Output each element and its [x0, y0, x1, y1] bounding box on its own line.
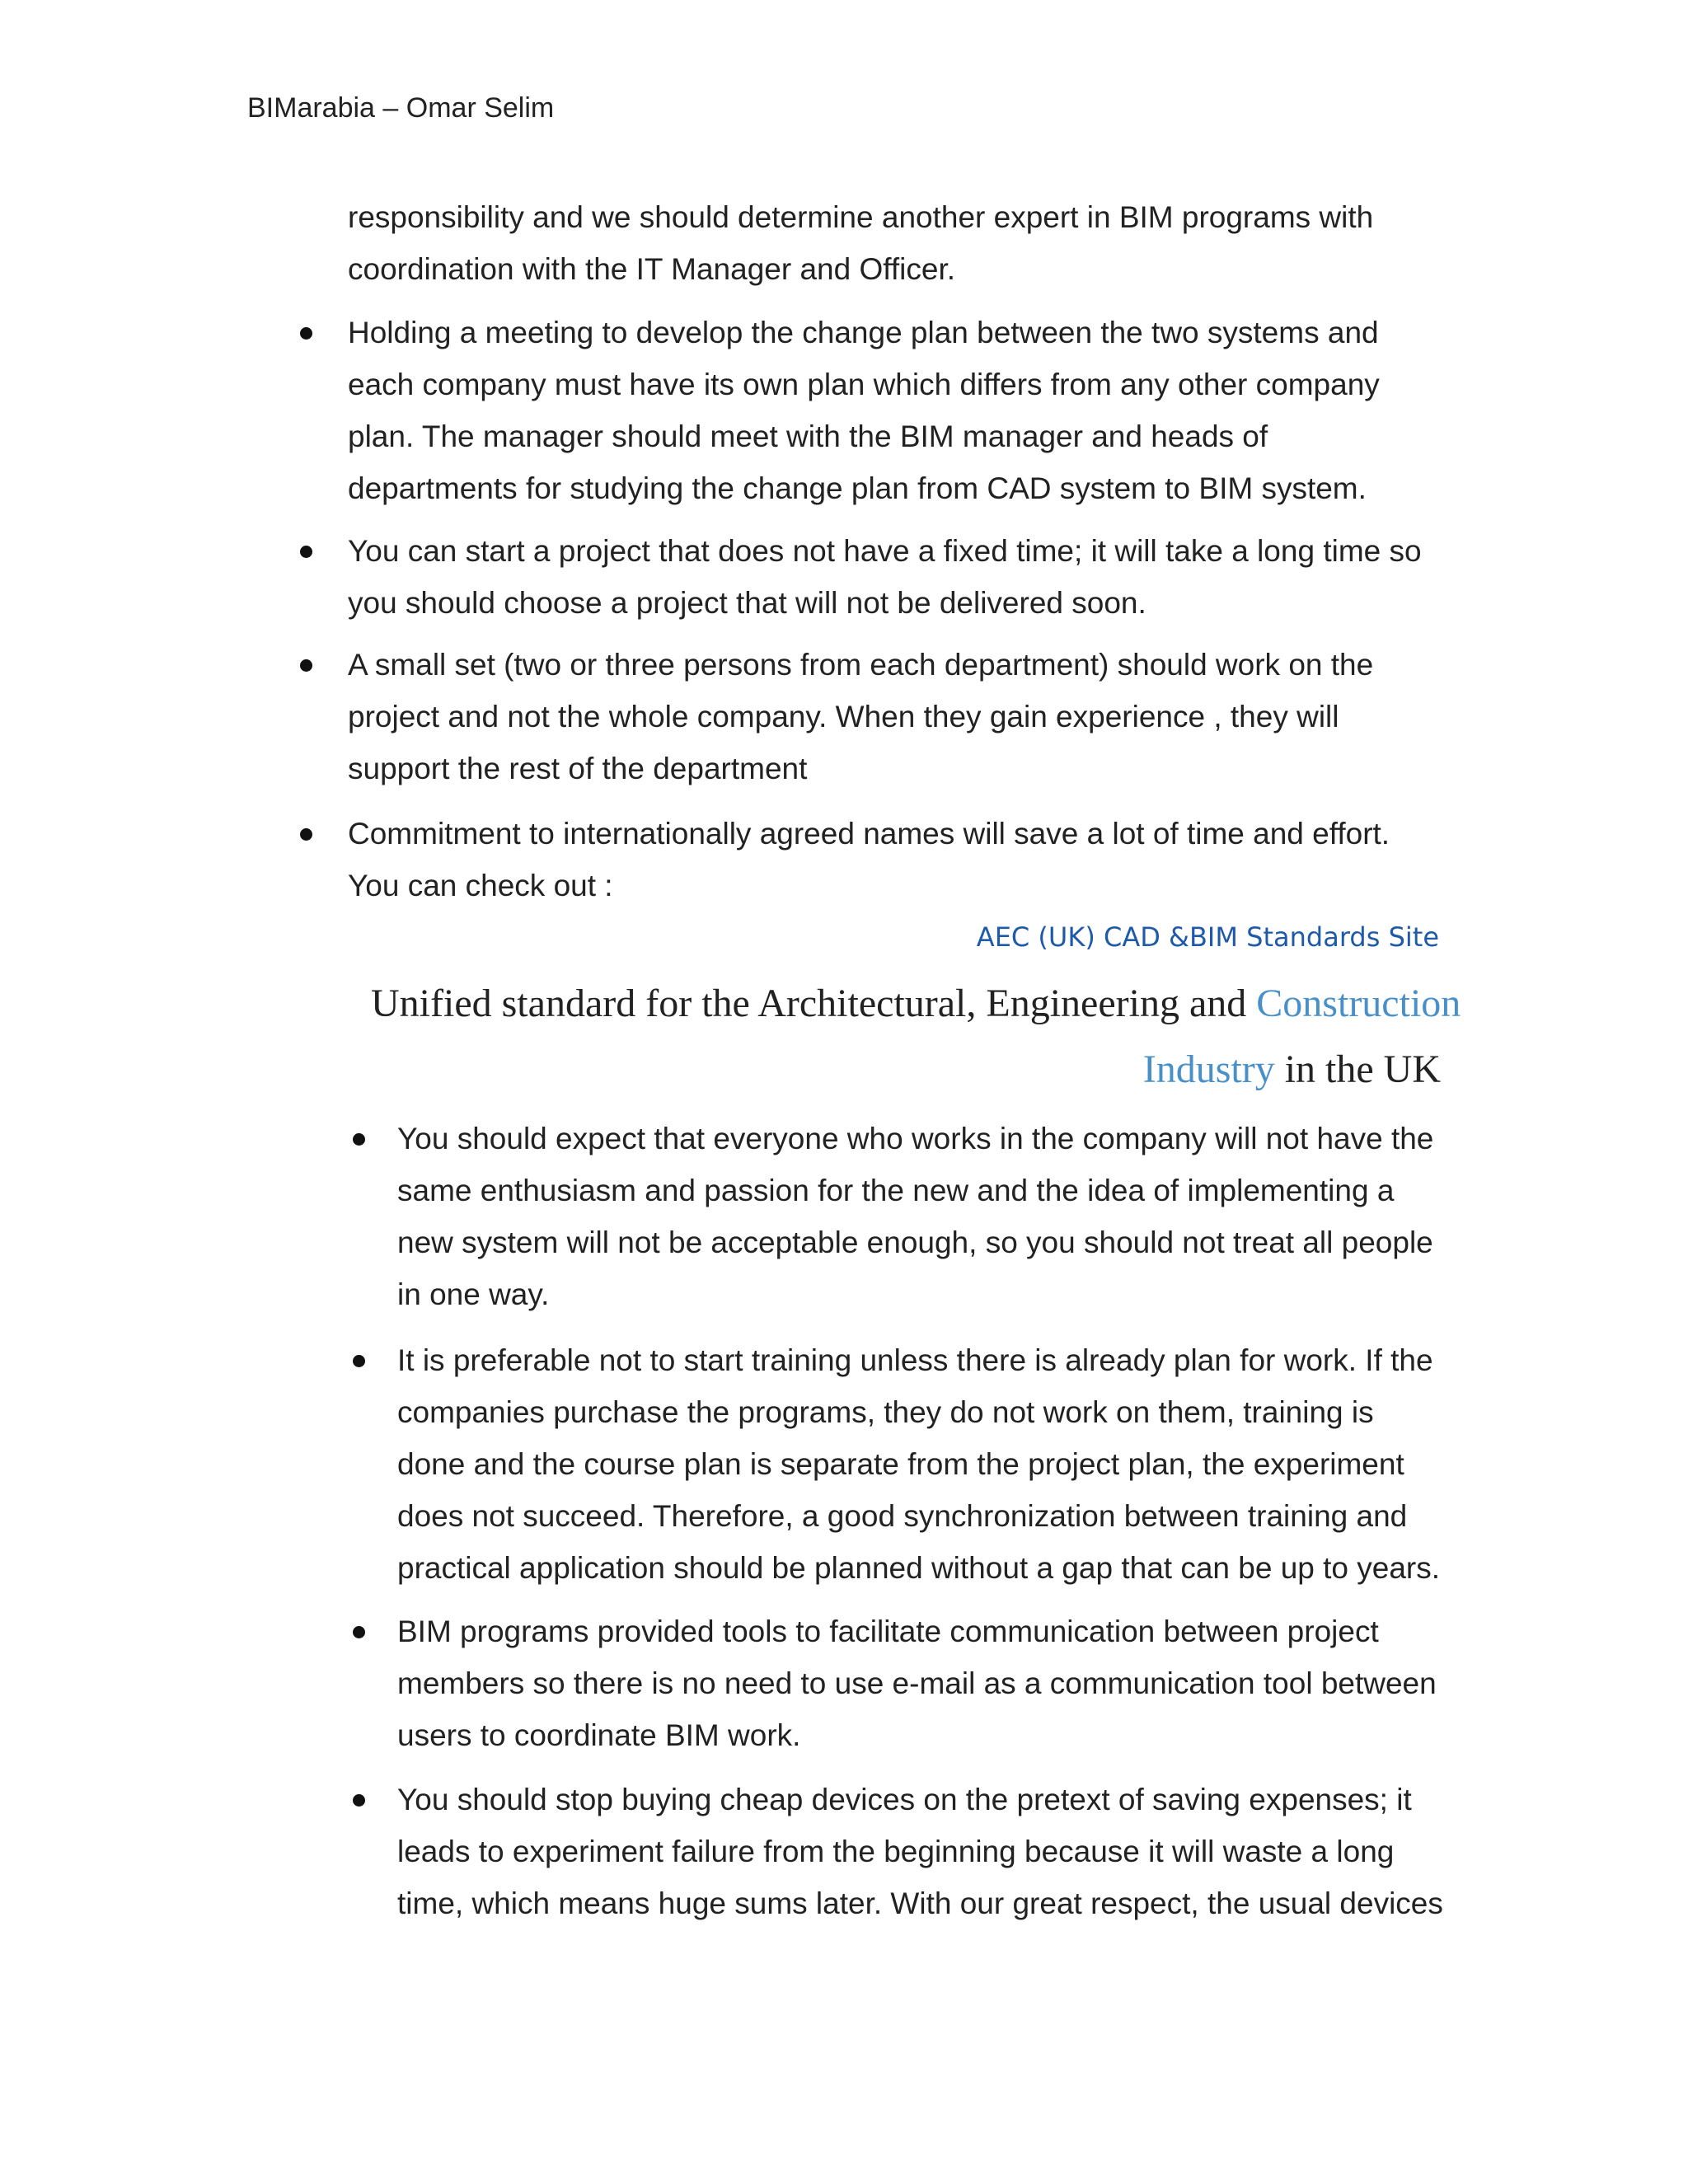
text-line: plan. The manager should meet with the BIM manager and heads of [348, 419, 1268, 453]
text-line: You can check out : [348, 869, 613, 902]
text-line: practical application should be planned without a gap that can be up to years. [397, 1551, 1441, 1585]
text-line: BIM programs provided tools to facilitate communication between project [397, 1615, 1379, 1648]
list-item [397, 1113, 1433, 1320]
text-line: new system will not be acceptable enough, so you should not treat all people [397, 1226, 1433, 1259]
text-line: It is preferable not to start training unless there is already plan for work. If the [397, 1343, 1433, 1377]
text-line: project and not the whole company. When they gain experience , they will [348, 700, 1339, 733]
bullet-icon [300, 828, 312, 841]
bullet-icon [353, 1794, 365, 1807]
list-item [348, 525, 1422, 629]
text-line: You should expect that everyone who works in the company will not have the [397, 1122, 1434, 1155]
bullet-icon [353, 1355, 365, 1367]
text-line: You should stop buying cheap devices on the pretext of saving expenses; it [397, 1783, 1412, 1816]
industry-word: Industry [1142, 1047, 1275, 1091]
text-line: in one way. [397, 1277, 550, 1311]
text-line: members so there is no need to use e-mail as a communication tool between [397, 1666, 1437, 1700]
bullet-icon [353, 1626, 365, 1638]
text-line: done and the course plan is separate from the project plan, the experiment [397, 1447, 1404, 1481]
text-line: A small set (two or three persons from each department) should work on the [348, 648, 1374, 682]
text-line: does not succeed. Therefore, a good synchronization between training and [397, 1499, 1408, 1533]
list-item [348, 639, 1373, 794]
list-item [348, 307, 1380, 514]
bullet-icon [300, 327, 312, 340]
list-item [397, 1774, 1443, 1929]
construction-word: Construction [1256, 982, 1461, 1025]
standards-line-2-text: in the UK [1274, 1047, 1441, 1091]
list-item [397, 1605, 1437, 1761]
text-line: same enthusiasm and passion for the new and the idea of implementing a [397, 1174, 1395, 1207]
standards-description [371, 971, 1461, 1103]
text-line: you should choose a project that will not be delivered soon. [348, 586, 1146, 620]
text-line: support the rest of the department [348, 752, 808, 785]
bullet-icon [300, 546, 312, 558]
standards-line-1-text: Unified standard for the Architectural, Engineering and [371, 982, 1257, 1025]
text-line: time, which means huge sums later. With our great respect, the usual devices [397, 1886, 1443, 1920]
list-item [348, 808, 1390, 912]
text-line: users to coordinate BIM work. [397, 1718, 801, 1752]
text-line: You can start a project that does not have a fixed time; it will take a long time so [348, 534, 1422, 568]
bullet-icon [300, 659, 312, 672]
standards-line-2 [371, 1037, 1441, 1103]
continuation-paragraph [348, 191, 1373, 295]
text-line: Commitment to internationally agreed names will save a lot of time and effort. [348, 817, 1390, 851]
text-line: departments for studying the change plan from CAD system to BIM system. [348, 471, 1367, 505]
text-line: responsibility and we should determine another expert in BIM programs with [348, 200, 1374, 234]
standards-site-link[interactable]: AEC (UK) CAD &BIM Standards Site [976, 921, 1439, 953]
standards-line-1 [371, 971, 1461, 1037]
bullet-icon [353, 1133, 365, 1146]
text-line: coordination with the IT Manager and Officer. [348, 252, 956, 286]
page-header: BIMarabia – Omar Selim [247, 92, 555, 124]
text-line: leads to experiment failure from the beginning because it will waste a long [397, 1835, 1395, 1868]
text-line: each company must have its own plan which differs from any other company [348, 368, 1380, 401]
list-item [397, 1334, 1440, 1594]
text-line: companies purchase the programs, they do not work on them, training is [397, 1395, 1374, 1429]
text-line: Holding a meeting to develop the change plan between the two systems and [348, 316, 1379, 349]
